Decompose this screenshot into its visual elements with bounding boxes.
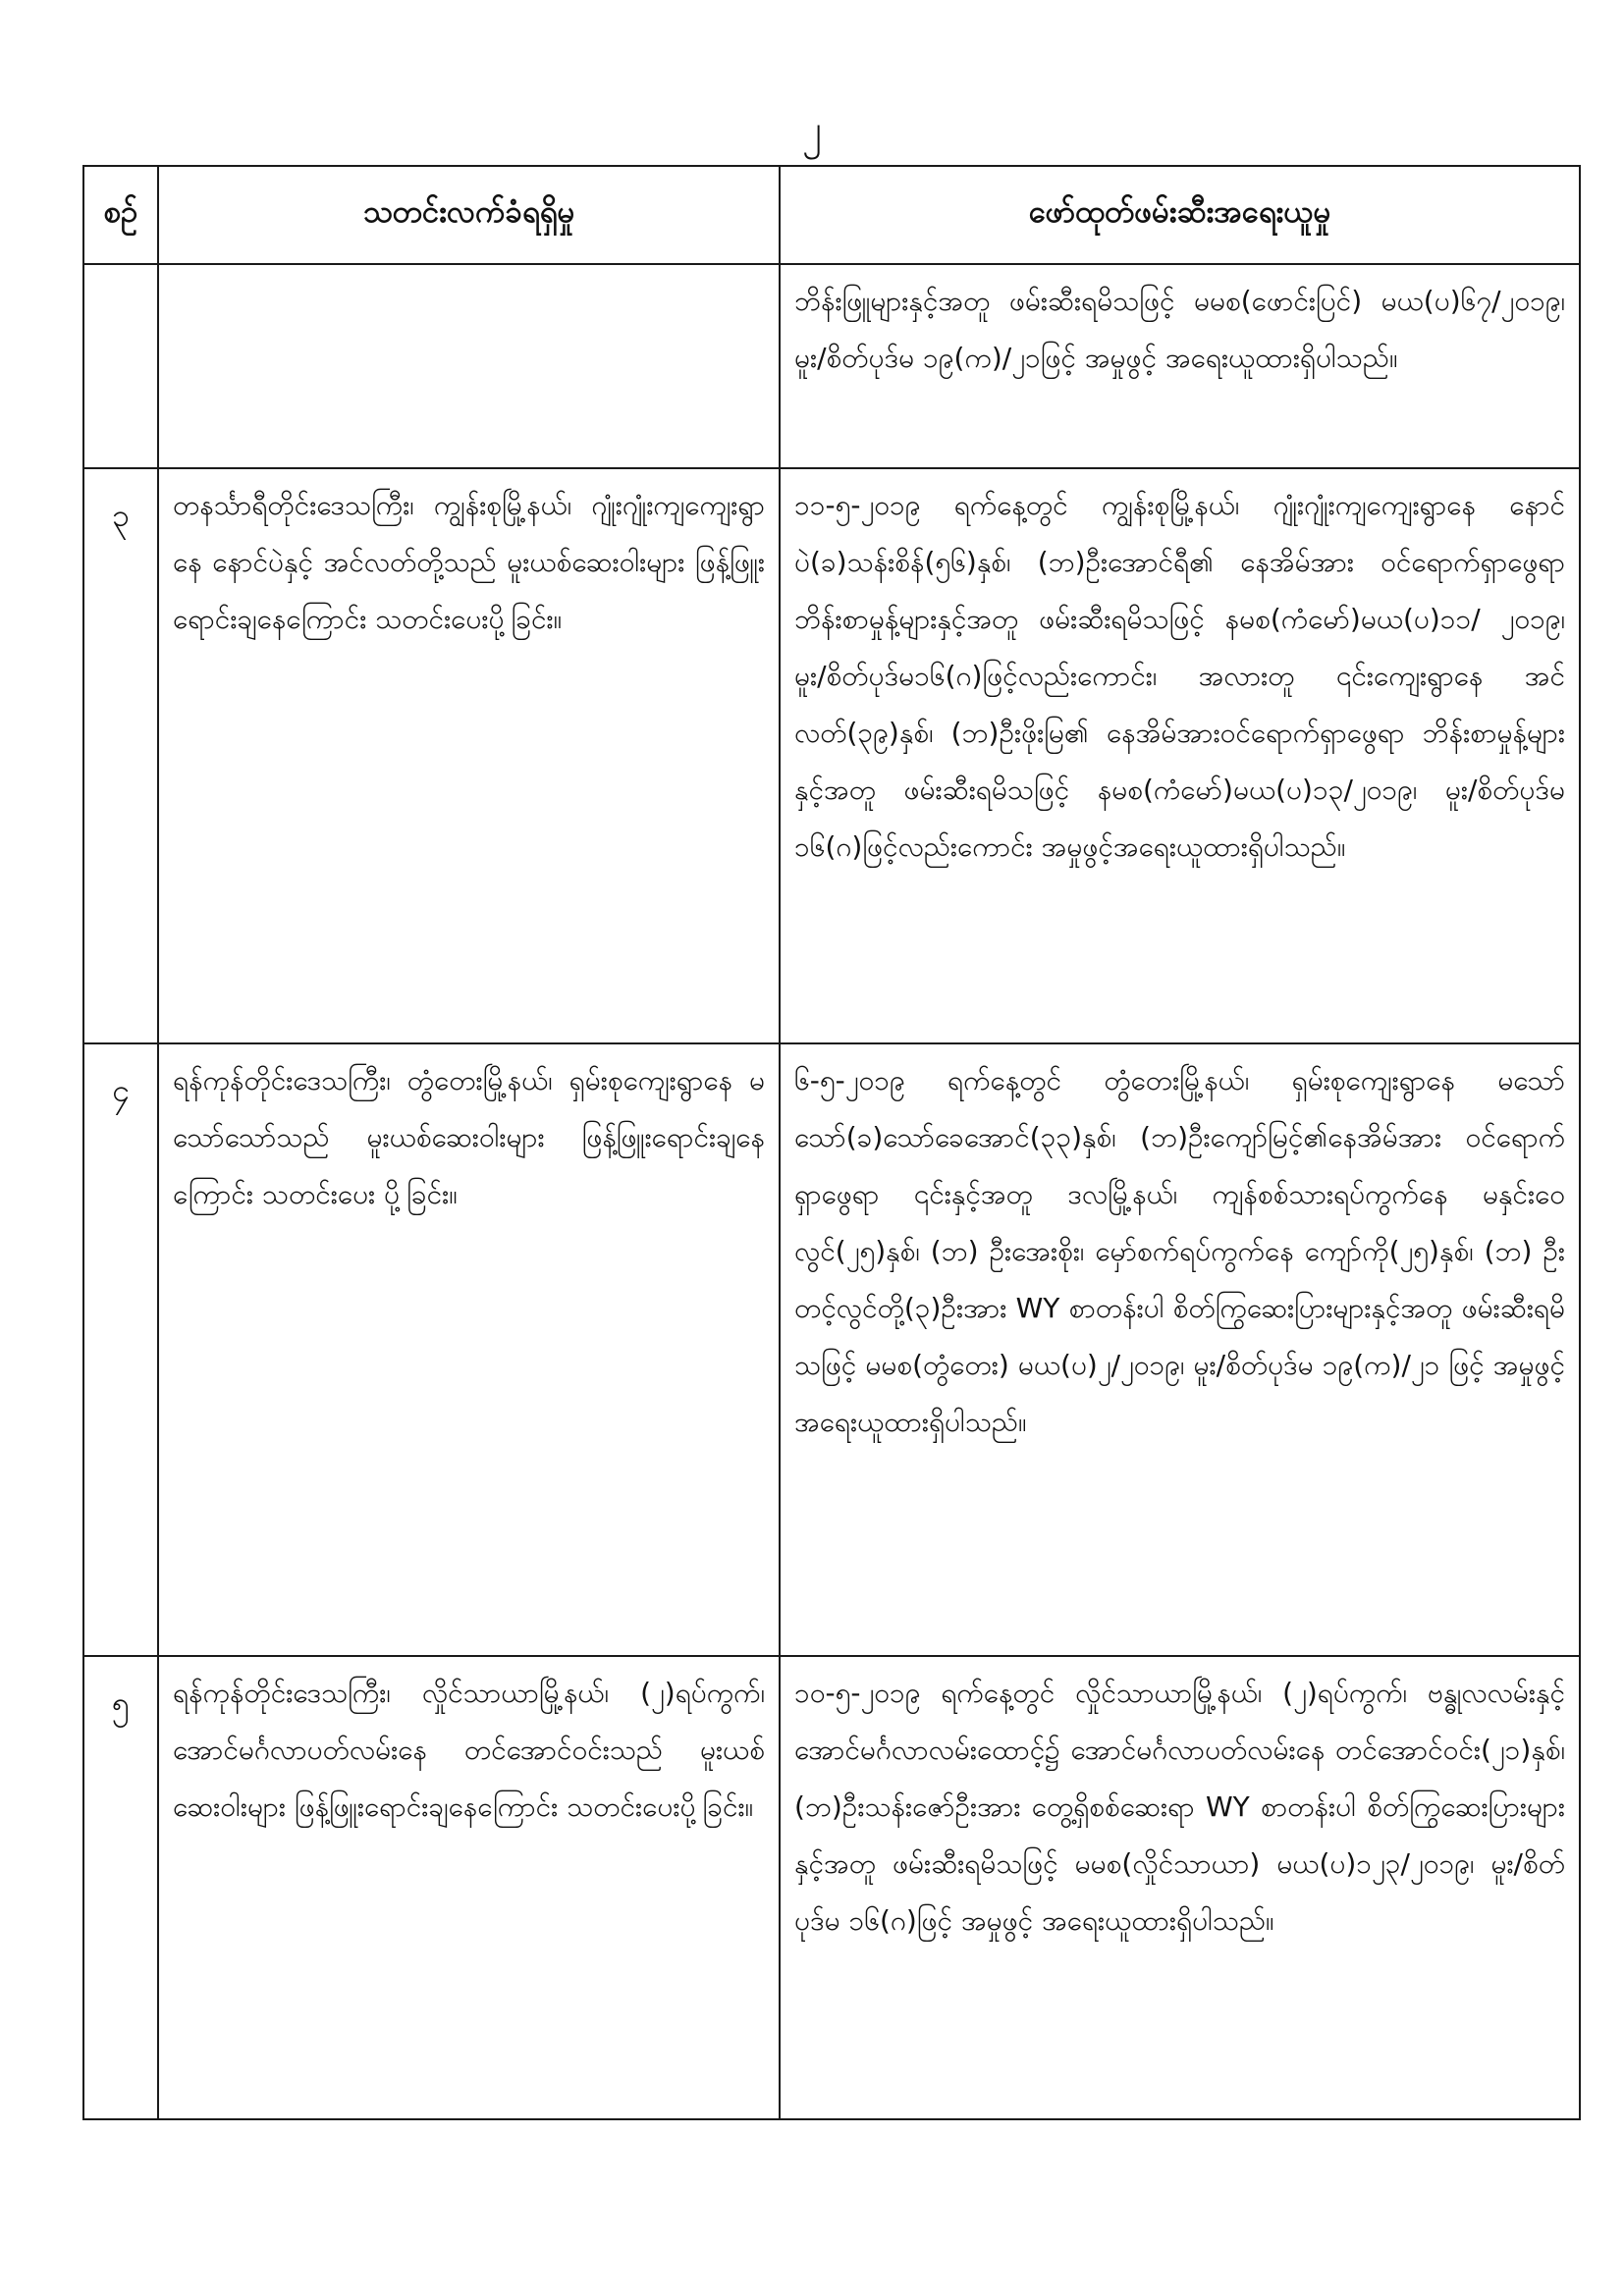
row-information-cell (158, 264, 780, 468)
row-serial-number: ၄ (83, 1043, 158, 1656)
row-serial-number: ၃ (83, 468, 158, 1043)
row-action-cell: ဘိန်းဖြူများနှင့်အတူ ဖမ်းဆီးရမိသဖြင့် မမစ(ဖောင်းပြင်) မယ(ပ)၆၇/၂၀၁၉၊ မူး/စိတ်ပုဒ်မ ၁၉(က)/၂၁ဖြင့် အမှုဖွင့် အရေးယူထားရှိပါသည်။ (780, 264, 1580, 468)
table-row (83, 1043, 1580, 1656)
table-header-row (83, 166, 1580, 264)
page-number: ၂ (802, 107, 822, 152)
header-action-taken: ဖော်ထုတ်ဖမ်းဆီးအရေးယူမှု (780, 166, 1580, 264)
row-action-cell: ၁၀-၅-၂၀၁၉ ရက်နေ့တွင် လှိုင်သာယာမြို့နယ်၊ (၂)ရပ်ကွက်၊ ဗန္ဓုလလမ်းနှင့် အောင်မင်္ဂလာလမ်းထောင့်၌ အောင်မင်္ဂလာပတ်လမ်းနေ တင်အောင်ဝင်း(၂၁)နှစ်၊ (ဘ)ဦးသန်းဇော်ဦးအား တွေ့ရှိစစ်ဆေးရာ WY စာတန်းပါ စိတ်ကြွဆေးပြားများနှင့်အတူ ဖမ်းဆီးရမိသဖြင့် မမစ(လှိုင်သာယာ) မယ(ပ)၁၂၃/၂၀၁၉၊ မူး/စိတ်ပုဒ်မ ၁၆(ဂ)ဖြင့် အမှုဖွင့် အရေးယူထားရှိပါသည်။ (780, 1656, 1580, 2119)
row-information-cell: တနင်္သာရီတိုင်းဒေသကြီး၊ ကျွန်းစုမြို့နယ်၊ ဂျုံးဂျုံးကျကျေးရွာနေ နောင်ပဲနှင့် အင်လတ်တို့သည် မူးယစ်ဆေးဝါးများ ဖြန့်ဖြူးရောင်းချနေကြောင်း သတင်းပေးပို့ခြင်း။ (158, 468, 780, 1043)
row-serial-number (83, 264, 158, 468)
row-action-cell: ၁၁-၅-၂၀၁၉ ရက်နေ့တွင် ကျွန်းစုမြို့နယ်၊ ဂျုံးဂျုံးကျကျေးရွာနေ နောင်ပဲ(ခ)သန်းစိန်(၅၆)နှစ်၊ (ဘ)ဦးအောင်ရီ၏ နေအိမ်အား ဝင်ရောက်ရှာဖွေရာ ဘိန်းစာမှုန့်များနှင့်အတူ ဖမ်းဆီးရမိသဖြင့် နမစ(ကံမော်)မယ(ပ)၁၁/ ၂၀၁၉၊ မူး/စိတ်ပုဒ်မ၁၆(ဂ)ဖြင့်လည်းကောင်း၊ အလားတူ ၎င်းကျေးရွာနေ အင်လတ်(၃၉)နှစ်၊ (ဘ)ဦးဖိုးမြ၏ နေအိမ်အားဝင်ရောက်ရှာဖွေရာ ဘိန်းစာမှုန့်များနှင့်အတူ ဖမ်းဆီးရမိသဖြင့် နမစ(ကံမော်)မယ(ပ)၁၃/၂၀၁၉၊ မူး/စိတ်ပုဒ်မ ၁၆(ဂ)ဖြင့်လည်းကောင်း အမှုဖွင့်အရေးယူထားရှိပါသည်။ (780, 468, 1580, 1043)
row-serial-number: ၅ (83, 1656, 158, 2119)
header-serial-number: စဉ် (83, 166, 158, 264)
table-row (83, 264, 1580, 468)
row-action-cell: ၆-၅-၂၀၁၉ ရက်နေ့တွင် တွံတေးမြို့နယ်၊ ရှမ်းစုကျေးရွာနေ မသော်သော်(ခ)သော်ခေအောင်(၃၃)နှစ်၊ (ဘ)ဦးကျော်မြင့်၏နေအိမ်အား ဝင်ရောက်ရှာဖွေရာ ၎င်းနှင့်အတူ ဒလမြို့နယ်၊ ကျန်စစ်သားရပ်ကွက်နေ မနှင်းဝေလွင်(၂၅)နှစ်၊ (ဘ) ဦးအေးစိုး၊ မှော်စက်ရပ်ကွက်နေ ကျော်ကို(၂၅)နှစ်၊ (ဘ) ဦးတင့်လွင်တို့(၃)ဦးအား WY စာတန်းပါ စိတ်ကြွဆေးပြားများနှင့်အတူ ဖမ်းဆီးရမိသဖြင့် မမစ(တွံတေး) မယ(ပ)၂/၂၀၁၉၊ မူး/စိတ်ပုဒ်မ ၁၉(က)/၂၁ ဖြင့် အမှုဖွင့် အရေးယူထားရှိပါသည်။ (780, 1043, 1580, 1656)
header-information-received: သတင်းလက်ခံရရှိမှု (158, 166, 780, 264)
table-row (83, 1656, 1580, 2119)
row-information-cell: ရန်ကုန်တိုင်းဒေသကြီး၊ တွံတေးမြို့နယ်၊ ရှမ်းစုကျေးရွာနေ မသော်သော်သည် မူးယစ်ဆေးဝါးများ ဖြန့်ဖြူးရောင်းချနေကြောင်း သတင်းပေး ပို့ခြင်း။ (158, 1043, 780, 1656)
drug-seizure-report-table (82, 165, 1581, 2120)
table-row (83, 468, 1580, 1043)
row-information-cell: ရန်ကုန်တိုင်းဒေသကြီး၊ လှိုင်သာယာမြို့နယ်၊ (၂)ရပ်ကွက်၊ အောင်မင်္ဂလာပတ်လမ်းနေ တင်အောင်ဝင်းသည် မူးယစ်ဆေးဝါးများ ဖြန့်ဖြူးရောင်းချနေကြောင်း သတင်းပေးပို့ခြင်း။ (158, 1656, 780, 2119)
